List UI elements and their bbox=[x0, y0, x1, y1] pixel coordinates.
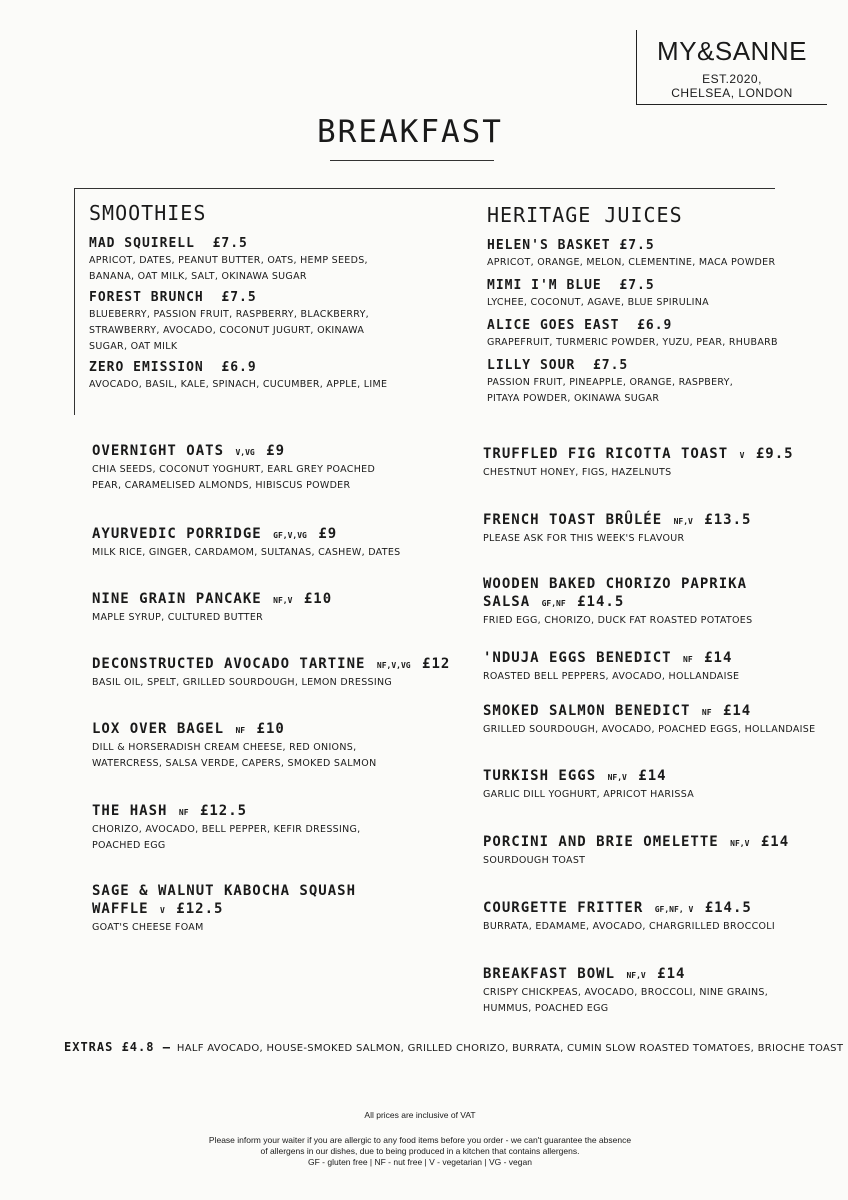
item-name: FOREST BRUNCH bbox=[89, 290, 204, 305]
item-description: APRICOT, DATES, PEANUT BUTTER, OATS, HEMP SEEDS, bbox=[89, 255, 368, 266]
extras-label: EXTRAS £4.8 – bbox=[64, 1040, 171, 1054]
drinks-box bbox=[74, 188, 778, 415]
dish-description: GARLIC DILL YOGHURT, APRICOT HARISSA bbox=[483, 789, 695, 800]
dish-price: £14 bbox=[657, 966, 686, 982]
dish-item bbox=[483, 833, 848, 869]
dish-description: ROASTED BELL PEPPERS, AVOCADO, HOLLANDAISE bbox=[483, 671, 740, 682]
item-description: BLUEBERRY, PASSION FRUIT, RASPBERRY, BLACKBERRY, bbox=[89, 309, 369, 320]
dish-name: DECONSTRUCTED AVOCADO TARTINE bbox=[92, 656, 366, 672]
item-name: LILLY SOUR bbox=[487, 358, 576, 373]
allergen-notice bbox=[140, 1135, 700, 1168]
dish-price: £14.5 bbox=[704, 900, 752, 916]
dietary-tags: V bbox=[739, 451, 745, 460]
dietary-tags: GF,V,VG bbox=[273, 531, 307, 540]
dish-item bbox=[92, 590, 462, 626]
dish-name: LOX OVER BAGEL bbox=[92, 721, 225, 737]
dish-price: £14 bbox=[704, 650, 733, 666]
dish-name-cont: SALSA bbox=[483, 594, 531, 610]
dish-price: £10 bbox=[303, 591, 333, 607]
title-underline bbox=[330, 160, 494, 161]
dish-item bbox=[483, 767, 848, 803]
brand-location: CHELSEA, LONDON bbox=[671, 86, 793, 100]
dish-price: £14 bbox=[638, 768, 667, 784]
item-description: PITAYA POWDER, OKINAWA SUGAR bbox=[487, 393, 660, 404]
dish-item bbox=[92, 802, 462, 854]
item-name: MIMI I'M BLUE bbox=[487, 278, 602, 293]
item-description: APRICOT, ORANGE, MELON, CLEMENTINE, MACA POWDER bbox=[487, 257, 776, 268]
item-description: LYCHEE, COCONUT, AGAVE, BLUE SPIRULINA bbox=[487, 297, 709, 308]
brand-logo bbox=[636, 30, 827, 105]
dish-description: CHIA SEEDS, COCONUT YOGHURT, EARL GREY POACHED bbox=[92, 464, 376, 475]
brand-established bbox=[637, 72, 827, 100]
dish-description: MILK RICE, GINGER, CARDAMOM, SULTANAS, CASHEW, DATES bbox=[92, 547, 401, 558]
dish-item bbox=[483, 702, 848, 738]
dish-description: PLEASE ASK FOR THIS WEEK'S FLAVOUR bbox=[483, 533, 685, 544]
dish-name: WOODEN BAKED CHORIZO PAPRIKA bbox=[483, 576, 748, 592]
item-description: AVOCADO, BASIL, KALE, SPINACH, CUCUMBER, APPLE, LIME bbox=[89, 379, 388, 390]
dish-description: GOAT'S CHEESE FOAM bbox=[92, 922, 204, 933]
dish-name: 'NDUJA EGGS BENEDICT bbox=[483, 650, 672, 666]
dish-description: FRIED EGG, CHORIZO, DUCK FAT ROASTED POTATOES bbox=[483, 615, 753, 626]
juice-item bbox=[487, 317, 848, 351]
juices-heading: HERITAGE JUICES bbox=[487, 203, 683, 227]
dish-name: SAGE & WALNUT KABOCHA SQUASH bbox=[92, 883, 357, 899]
dish-name: TRUFFLED FIG RICOTTA TOAST bbox=[483, 446, 729, 462]
page-title: BREAKFAST bbox=[317, 114, 503, 150]
dish-description: POACHED EGG bbox=[92, 840, 166, 851]
dish-description: BURRATA, EDAMAME, AVOCADO, CHARGRILLED BROCCOLI bbox=[483, 921, 775, 932]
dish-description: DILL & HORSERADISH CREAM CHEESE, RED ONIONS, bbox=[92, 742, 357, 753]
dish-name: NINE GRAIN PANCAKE bbox=[92, 591, 262, 607]
dietary-tags: NF,V,VG bbox=[376, 661, 411, 670]
dietary-tags: NF bbox=[683, 655, 693, 664]
item-price: £6.9 bbox=[637, 318, 673, 333]
smoothie-item bbox=[89, 359, 459, 393]
dish-item bbox=[483, 965, 848, 1017]
extras-items: HALF AVOCADO, HOUSE-SMOKED SALMON, GRILLED CHORIZO, BURRATA, CUMIN SLOW ROASTED TOMATOES, BRIOCHE TOAST bbox=[176, 1043, 844, 1054]
dietary-tags: NF,V bbox=[273, 596, 293, 605]
item-price: £7.5 bbox=[212, 236, 248, 251]
dish-name: AYURVEDIC PORRIDGE bbox=[92, 526, 262, 542]
dish-description: GRILLED SOURDOUGH, AVOCADO, POACHED EGGS, HOLLANDAISE bbox=[483, 724, 816, 735]
dish-price: £9.5 bbox=[755, 446, 794, 462]
allergen-text: Please inform your waiter if you are allergic to any food items before you order - we can't guarantee the absence bbox=[208, 1135, 632, 1145]
dish-name: TURKISH EGGS bbox=[483, 768, 597, 784]
dish-item bbox=[92, 655, 462, 691]
vat-note: All prices are inclusive of VAT bbox=[364, 1110, 476, 1120]
dish-name: PORCINI AND BRIE OMELETTE bbox=[483, 834, 719, 850]
dish-name-cont: WAFFLE bbox=[92, 901, 149, 917]
item-name: HELEN'S BASKET bbox=[487, 238, 611, 253]
item-price: £6.9 bbox=[221, 360, 257, 375]
extras-line bbox=[64, 1040, 844, 1054]
dietary-tags: V,VG bbox=[235, 448, 255, 457]
dietary-tags: NF,V bbox=[673, 517, 693, 526]
dish-description: CHESTNUT HONEY, FIGS, HAZELNUTS bbox=[483, 467, 672, 478]
item-name: ZERO EMISSION bbox=[89, 360, 204, 375]
dish-price: £12 bbox=[422, 656, 451, 672]
dish-description: HUMMUS, POACHED EGG bbox=[483, 1003, 609, 1014]
item-price: £7.5 bbox=[592, 358, 629, 373]
item-description: GRAPEFRUIT, TURMERIC POWDER, YUZU, PEAR, RHUBARB bbox=[487, 337, 778, 348]
dietary-tags: GF,NF, V bbox=[654, 905, 694, 914]
dietary-tags: GF,NF bbox=[541, 599, 566, 608]
dish-price: £12.5 bbox=[199, 803, 248, 819]
dish-price: £14 bbox=[722, 703, 752, 719]
dietary-tags: NF bbox=[701, 708, 712, 717]
dietary-tags: V bbox=[160, 906, 165, 915]
smoothies-heading: SMOOTHIES bbox=[89, 201, 207, 225]
dish-description: SOURDOUGH TOAST bbox=[483, 855, 586, 866]
dish-name: BREAKFAST BOWL bbox=[483, 966, 616, 982]
dish-item bbox=[483, 649, 848, 685]
item-price: £7.5 bbox=[619, 238, 655, 253]
dietary-tags: NF,V bbox=[607, 773, 627, 782]
dish-price: £13.5 bbox=[704, 512, 752, 528]
item-description: PASSION FRUIT, PINEAPPLE, ORANGE, RASPBERY, bbox=[487, 377, 734, 388]
dish-price: £9 bbox=[318, 526, 338, 542]
juice-item bbox=[487, 237, 848, 271]
juice-item bbox=[487, 277, 848, 311]
dish-name: FRENCH TOAST BRÛLÉE bbox=[483, 512, 663, 528]
dish-item bbox=[483, 445, 848, 481]
dish-description: WATERCRESS, SALSA VERDE, CAPERS, SMOKED SALMON bbox=[92, 758, 377, 769]
dish-item bbox=[92, 442, 462, 494]
dish-item bbox=[92, 882, 462, 936]
juice-item bbox=[487, 357, 848, 407]
dish-price: £9 bbox=[266, 443, 286, 459]
dietary-legend: GF - gluten free | NF - nut free | V - vegetarian | VG - vegan bbox=[308, 1157, 532, 1167]
dietary-tags: NF,V bbox=[626, 971, 646, 980]
dish-item bbox=[92, 720, 462, 772]
dish-item bbox=[92, 525, 462, 561]
dish-description: CRISPY CHICKPEAS, AVOCADO, BROCCOLI, NINE GRAINS, bbox=[483, 987, 769, 998]
dish-item bbox=[483, 575, 848, 629]
item-name: ALICE GOES EAST bbox=[487, 318, 620, 333]
dietary-tags: NF bbox=[178, 808, 189, 817]
dish-description: PEAR, CARAMELISED ALMONDS, HIBISCUS POWDER bbox=[92, 480, 351, 491]
item-description: BANANA, OAT MILK, SALT, OKINAWA SUGAR bbox=[89, 271, 307, 282]
item-price: £7.5 bbox=[221, 290, 257, 305]
dietary-tags: NF,V bbox=[730, 839, 750, 848]
item-name: MAD SQUIRELL bbox=[89, 236, 195, 251]
smoothie-item bbox=[89, 235, 459, 285]
dietary-tags: NF bbox=[235, 726, 246, 735]
item-price: £7.5 bbox=[619, 278, 655, 293]
brand-est: EST.2020, bbox=[702, 72, 762, 86]
dish-item bbox=[483, 511, 848, 547]
allergen-text: of allergens in our dishes, due to being produced in a kitchen that contains allergens. bbox=[260, 1146, 580, 1156]
dish-description: BASIL OIL, SPELT, GRILLED SOURDOUGH, LEMON DRESSING bbox=[92, 677, 393, 688]
dish-item bbox=[483, 899, 848, 935]
dish-name: SMOKED SALMON BENEDICT bbox=[483, 703, 691, 719]
dish-name: THE HASH bbox=[92, 803, 168, 819]
smoothie-item bbox=[89, 289, 459, 355]
brand-name: MY&SANNE bbox=[657, 36, 807, 66]
dish-name: COURGETTE FRITTER bbox=[483, 900, 644, 916]
dish-description: MAPLE SYRUP, CULTURED BUTTER bbox=[92, 612, 264, 623]
item-description: SUGAR, OAT MILK bbox=[89, 341, 178, 352]
dish-price: £14.5 bbox=[577, 594, 625, 610]
dish-price: £12.5 bbox=[176, 901, 224, 917]
dish-name: OVERNIGHT OATS bbox=[92, 443, 225, 459]
item-description: STRAWBERRY, AVOCADO, COCONUT JUGURT, OKINAWA bbox=[89, 325, 365, 336]
dish-price: £14 bbox=[760, 834, 790, 850]
dish-description: CHORIZO, AVOCADO, BELL PEPPER, KEFIR DRESSING, bbox=[92, 824, 361, 835]
dish-price: £10 bbox=[256, 721, 285, 737]
